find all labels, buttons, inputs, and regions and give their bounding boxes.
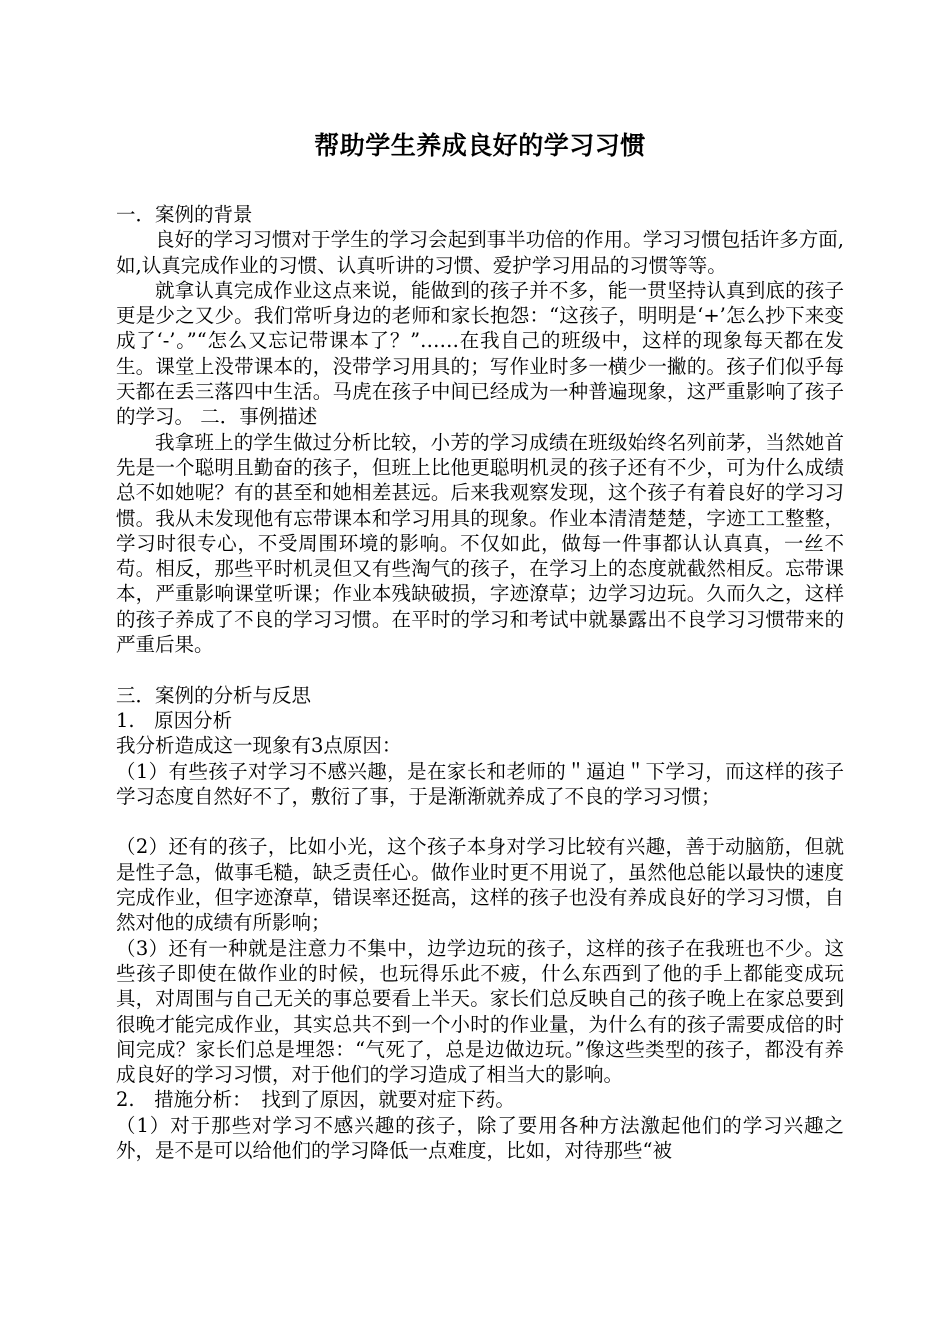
paragraph-cause-intro: 我分析造成这一现象有3点原因： [116,734,402,758]
paragraph-cause-1: （1）有些孩子对学习不感兴趣，是在家长和老师的＂逼迫＂下学习，而这样的孩子学习态度自然好不了，敷衍了事，于是渐渐就养成了不良的学习习惯； [116,759,844,808]
paragraph-measure-1: （1）对于那些对学习不感兴趣的孩子，除了要用各种方法激起他们的学习兴趣之外，是不是可以给他们的学习降低一点难度，比如，对待那些“被 [116,1113,844,1162]
document-title: 帮助学生养成良好的学习习惯 [314,131,646,160]
blank-line [116,657,844,682]
paragraph-cause-2: （2）还有的孩子，比如小光，这个孩子本身对学习比较有兴趣，善于动脑筋，但就是性子急，做事毛糙，缺乏责任心。做作业时更不用说了，虽然他总能以最快的速度完成作业，但字迹潦草，错误率还挺高，这样的孩子也没有养成良好的学习习惯，自然对他的成绩有所影响； [116,835,844,935]
paragraph-cause-3: （3）还有一种就是注意力不集中，边学边玩的孩子，这样的孩子在我班也不少。这些孩子即使在做作业的时候，也玩得乐此不疲，什么东西到了他的手上都能变成玩具，对周围与自己无关的事总要看上半天。家长们总反映自己的孩子晚上在家总要到很晚才能完成作业，其实总共不到一个小时的作业量，为什么有的孩子需要成倍的时间完成？家长们总是埋怨：“气死了，总是边做边玩。”像这些类型的孩子，都没有养成良好的学习习惯，对于他们的学习造成了相当大的影响。 [116,936,844,1087]
heading-analysis: 三．案例的分析与反思 [116,683,312,707]
heading-cause-analysis: 1. 原因分析 [116,708,233,732]
paragraph-background-homework: 就拿认真完成作业这点来说，能做到的孩子并不多，能一贯坚持认真到底的孩子更是少之又少。我们常听身边的老师和家长抱怨：“这孩子，明明是‘+’怎么抄下来变成了‘-’。”“怎么又忘记带课本了？”……在我自己的班级中，这样的现象每天都在发生。课堂上没带课本的，没带学习用具的；写作业时多一横少一撇的。孩子们似乎每天都在丢三落四中生活。马虎在孩子中间已经成为一种普遍现象，这严重影响了孩子的学习。 二．事例描述 [116,278,844,429]
heading-background: 一．案例的背景 [116,203,253,226]
paragraph-case-description: 我拿班上的学生做过分析比较，小芳的学习成绩在班级始终名列前茅，当然她首先是一个聪明且勤奋的孩子，但班上比他更聪明机灵的孩子还有不少，可为什么成绩总不如她呢？有的甚至和她相差甚远。后来我观察发现，这个孩子有着良好的学习习惯。我从未发现他有忘带课本和学习用具的现象。作业本清清楚楚，字迹工工整整，学习时很专心，不受周围环境的影响。不仅如此，做每一件事都认认真真，一丝不苟。相反，那些平时机灵但又有些淘气的孩子，在学习上的态度就截然相反。忘带课本，严重影响课堂听课；作业本残缺破损，字迹潦草；边学习边玩。久而久之，这样的孩子养成了不良的学习习惯。在平时的学习和考试中就暴露出不良学习习惯带来的严重后果。 [116,430,844,657]
document-page [116,128,844,1163]
blank-line [116,809,844,834]
heading-measures: 2. 措施分析： 找到了原因，就要对症下药。 [116,1088,515,1112]
paragraph-background-intro: 良好的学习习惯对于学生的学习会起到事半功倍的作用。学习习惯包括许多方面,如,认真完成作业的习惯、认真听讲的习惯、爱护学习用品的习惯等等。 [116,228,844,277]
